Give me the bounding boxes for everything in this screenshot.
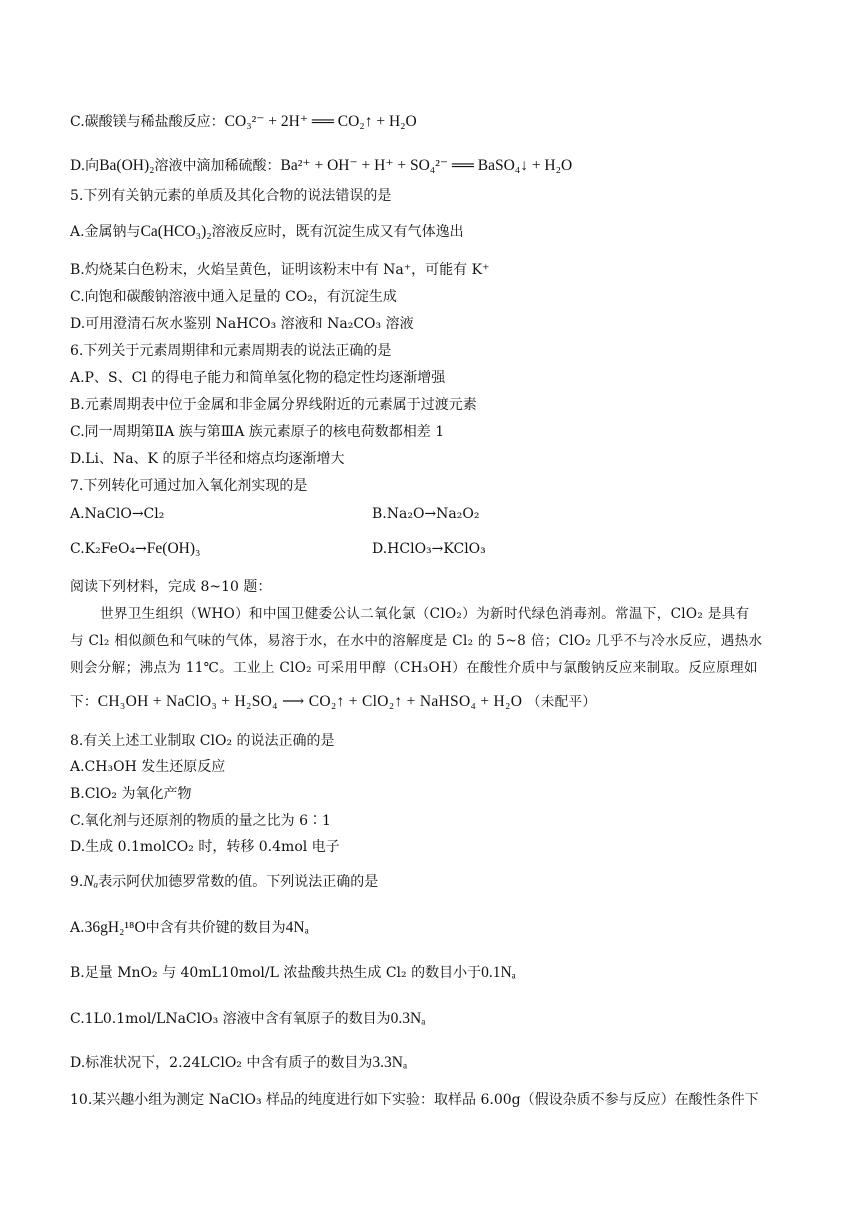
q9-option-c: C.1L0.1mol/LNaClO₃ 溶液中含有氧原子的数目为0.3Nₐ <box>70 1010 426 1027</box>
q6-option-a: A.P、S、Cl 的得电子能力和简单氢化物的稳定性均逐渐增强 <box>70 370 446 386</box>
q9-option-d: D.标准状况下，2.24LClO₂ 中含有质子的数目为3.3Nₐ <box>70 1054 408 1071</box>
q8-option-a: A.CH₃OH 发生还原反应 <box>70 759 226 775</box>
q6-stem: 6.下列关于元素周期律和元素周期表的说法正确的是 <box>70 343 392 359</box>
q6-option-b: B.元素周期表中位于金属和非金属分界线附近的元素属于过渡元素 <box>70 397 477 413</box>
avogadro-symbol: Nₐ <box>83 873 99 890</box>
q6-option-d: D.Li、Na、K 的原子半径和熔点均逐渐增大 <box>70 451 345 467</box>
formula: Ca(HCO₃)₂ <box>140 223 212 240</box>
q7-option-d: D.HClO₃→KClO₃ <box>372 541 486 557</box>
formula: 3.3Nₐ <box>372 1054 408 1071</box>
material-paragraph-line: 则会分解；沸点为 11℃。工业上 ClO₂ 可采用甲醇（CH₃OH）在酸性介质中与氯酸钠反应来制取。反应原理如 <box>70 660 758 676</box>
q5-option-d: D.可用澄清石灰水鉴别 NaHCO₃ 溶液和 Na₂CO₃ 溶液 <box>70 316 414 332</box>
material-equation-line: 下：CH₃OH + NaClO₃ + H₂SO₄ ⟶ CO₂↑ + ClO₂↑ + NaHSO₄ + H₂O （未配平） <box>70 693 597 710</box>
formula: Ba(OH)₂ <box>99 157 155 174</box>
q8-option-c: C.氧化剂与还原剂的物质的量之比为 6∶1 <box>70 813 331 829</box>
q8-option-d: D.生成 0.1molCO₂ 时，转移 0.4mol 电子 <box>70 839 340 855</box>
q7-stem: 7.下列转化可通过加入氧化剂实现的是 <box>70 478 308 494</box>
q6-option-c: C.同一周期第ⅡA 族与第ⅢA 族元素原子的核电荷数都相差 1 <box>70 424 445 440</box>
q9-option-a: A.36gH₂¹⁸O中含有共价键的数目为4Nₐ <box>70 919 309 936</box>
formula: 0.1Nₐ <box>481 964 516 981</box>
q10-stem: 10.某兴趣小组为测定 NaClO₃ 样品的纯度进行如下实验：取样品 6.00g（假设杂质不参与反应）在酸性条件下 <box>70 1092 759 1108</box>
q7-option-c: C.K₂FeO₄→Fe(OH)₃ <box>70 540 201 557</box>
q8-option-b: B.ClO₂ 为氧化产物 <box>70 786 192 802</box>
equation: CH₃OH + NaClO₃ + H₂SO₄ ⟶ CO₂↑ + ClO₂↑ + NaHSO₄ + H₂O <box>97 693 523 710</box>
material-intro: 阅读下列材料，完成 8~10 题： <box>70 579 272 595</box>
q9-option-b: B.足量 MnO₂ 与 40mL10mol/L 浓盐酸共热生成 Cl₂ 的数目小于0.1Nₐ <box>70 964 516 981</box>
formula: 36gH₂¹⁸O <box>84 919 146 936</box>
formula: 4Nₐ <box>285 919 309 936</box>
equation: Ba²⁺ + OH⁻ + H⁺ + SO₄²⁻ ══ BaSO₄↓ + H₂O <box>280 157 573 174</box>
q7-option-a: A.NaClO→Cl₂ <box>70 506 165 522</box>
q8-stem: 8.有关上述工业制取 ClO₂ 的说法正确的是 <box>70 733 335 749</box>
q5-option-a: A.金属钠与Ca(HCO₃)₂溶液反应时，既有沉淀生成又有气体逸出 <box>70 223 464 240</box>
material-paragraph-line: 世界卫生组织（WHO）和中国卫健委公认二氧化氯（ClO₂）为新时代绿色消毒剂。常温下，ClO₂ 是具有 <box>100 606 750 622</box>
formula: Fe(OH)₃ <box>146 540 201 557</box>
q9-stem: 9.Nₐ表示阿伏加德罗常数的值。下列说法正确的是 <box>70 873 379 890</box>
q5-option-b: B.灼烧某白色粉末，火焰呈黄色，证明该粉末中有 Na⁺，可能有 K⁺ <box>70 262 490 278</box>
material-paragraph-line: 与 Cl₂ 相似颜色和气味的气体，易溶于水，在水中的溶解度是 Cl₂ 的 5~8 倍；ClO₂ 几乎不与冷水反应，遇热水 <box>70 633 763 649</box>
q4-option-c: C.碳酸镁与稀盐酸反应：CO₃²⁻ + 2H⁺ ══ CO₂↑ + H₂O <box>70 113 417 130</box>
q7-option-b: B.Na₂O→Na₂O₂ <box>372 506 480 522</box>
formula: 0.3Nₐ <box>390 1010 426 1027</box>
equation: CO₃²⁻ + 2H⁺ ══ CO₂↑ + H₂O <box>224 113 417 130</box>
q4-option-d: D.向Ba(OH)₂溶液中滴加稀硫酸：Ba²⁺ + OH⁻ + H⁺ + SO₄²⁻ ══ BaSO₄↓ + H₂O <box>70 157 573 174</box>
q5-option-c: C.向饱和碳酸钠溶液中通入足量的 CO₂，有沉淀生成 <box>70 289 397 305</box>
q5-stem: 5.下列有关钠元素的单质及其化合物的说法错误的是 <box>70 188 392 204</box>
